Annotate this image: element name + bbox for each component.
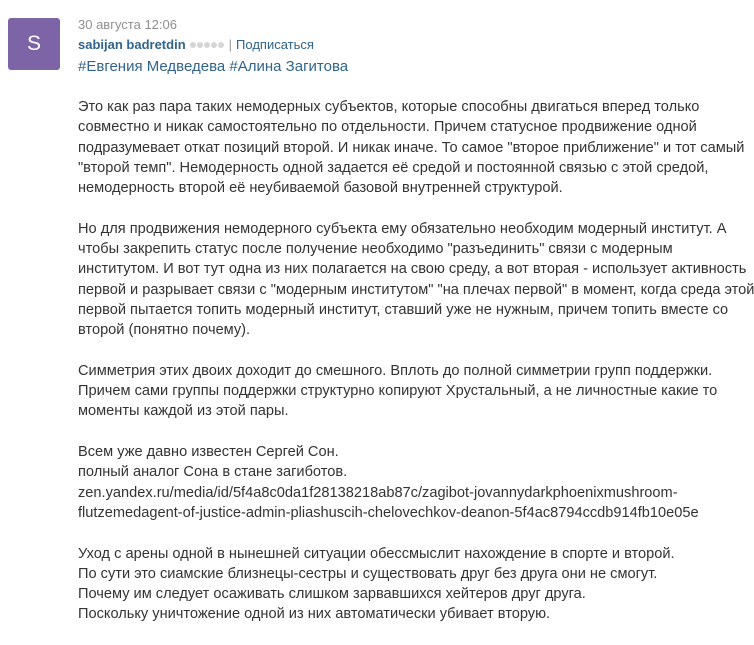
text-line: первой и разрывает связи с "модерным институтом" "на плечах первой" в момент, когда среда этой — [78, 281, 754, 298]
text-line: Симметрия этих двоих доходит до смешного. Вплоть до полной симметрии групп поддержки. — [78, 362, 713, 379]
user-rating — [190, 42, 224, 48]
text-line: zen.yandex.ru/media/id/5f4a8c0da1f28138218ab87c/zagibot-jovannydarkphoenixmushroom- — [78, 484, 678, 501]
hashtags — [78, 57, 348, 77]
text-line: Поскольку уничтожение одной из них автоматически убивает вторую. — [78, 606, 551, 623]
text-line: первой пытается топить модерный институт, ставший уже не нужным, причем топить вместе со — [78, 301, 729, 318]
hashtag-link[interactable]: #Евгения Медведева — [78, 58, 226, 75]
paragraph — [78, 97, 748, 198]
paragraph — [78, 442, 748, 523]
text-line: flutzemedagent-of-justice-admin-pliashuscih-chelovechkov-deanon-5f4ac8794ccdb914fb10e05e — [78, 504, 699, 521]
text-line: моменты каждой из этой пары. — [78, 403, 289, 420]
text-line: институтом. И вот тут одна из них полагается на свою среду, а вот вторая - использует активность — [78, 261, 747, 278]
rating-dot — [218, 42, 224, 48]
rating-dot — [197, 42, 203, 48]
text-line: совместно и никак самостоятельно по отдельности. Причем статусное продвижение одной — [78, 119, 697, 136]
avatar-letter: S — [26, 32, 41, 55]
text-line: подразумевает откат позиций второй. И никак иначе. То самое "второе приближение" и тот самый — [78, 139, 745, 156]
text-line: Но для продвижения немодерного субъекта ему обязательно необходим модерный институт. А — [78, 220, 727, 237]
post-meta — [78, 16, 744, 54]
post-date: 30 августа 12:06 — [78, 17, 177, 32]
text-line: "второй темп". Немодерность одной задается её средой и постоянной связью с этой средой, — [78, 159, 709, 176]
text-line: чтобы закрепить статус после получение необходимо "разъединить" связи с модерным — [78, 241, 673, 258]
avatar[interactable] — [8, 18, 60, 70]
text-line: Это как раз пара таких немодерных субъектов, которые способны двигаться вперед только — [78, 99, 700, 115]
text-line: немодерность второй её неубиваемой базовой внутренней структурой. — [78, 180, 563, 197]
text-line: второй (понятно почему). — [78, 322, 251, 339]
hashtag-link[interactable]: #Алина Загитова — [229, 58, 349, 75]
author-name-link[interactable]: sabijan badretdin — [78, 36, 186, 52]
subscribe-link[interactable]: Подписаться — [236, 36, 314, 52]
text-line: Уход с арены одной в нынешней ситуации обессмыслит нахождение в спорте и второй. — [78, 545, 675, 562]
text-line: Почему им следует осаживать слишком зарвавшихся хейтеров друг друга. — [78, 586, 586, 603]
text-line: Причем сами группы поддержки структурно копируют Хрустальный, а не личностные какие то — [78, 383, 718, 400]
author-line — [78, 35, 744, 54]
rating-dot — [190, 42, 196, 48]
text-line: По сути это сиамские близнецы-сестры и существовать друг без друга они не смогут. — [78, 565, 658, 582]
paragraph — [78, 219, 754, 341]
paragraph — [78, 544, 748, 625]
post-body — [78, 97, 754, 645]
text-line: Всем уже давно известен Сергей Сон. — [78, 444, 339, 461]
rating-dot — [211, 42, 217, 48]
paragraph — [78, 361, 748, 422]
rating-dot — [204, 42, 210, 48]
separator: | — [228, 36, 233, 52]
text-line: полный аналог Сона в стане загиботов. — [78, 464, 348, 481]
